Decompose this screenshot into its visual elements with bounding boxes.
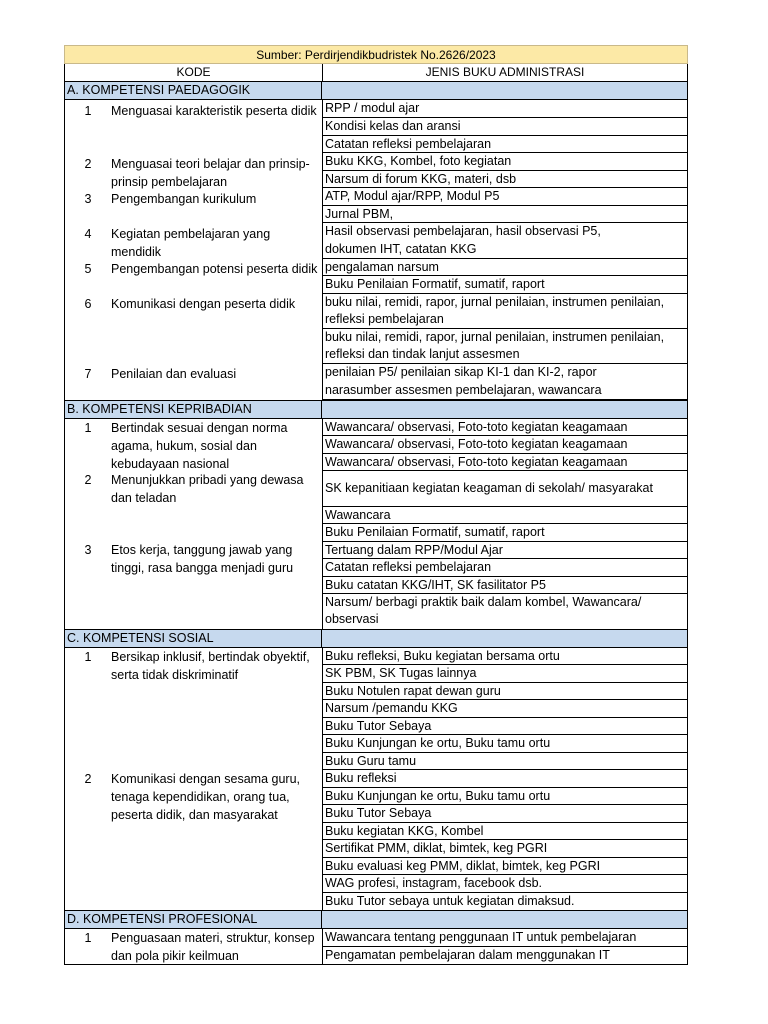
section-a-items xyxy=(65,100,322,400)
section-title: C. KOMPETENSI SOSIAL xyxy=(65,630,322,647)
doc-cell: SK PBM, SK Tugas lainnya xyxy=(323,665,687,683)
doc-cell: Buku Tutor Sebaya xyxy=(323,805,687,823)
doc-cell: Tertuang dalam RPP/Modul Ajar xyxy=(323,542,687,559)
doc-cell: Buku evaluasi keg PMM, diklat, bimtek, keg PGRI xyxy=(323,858,687,875)
doc-cell: Buku Notulen rapat dewan guru xyxy=(323,683,687,700)
doc-cell: RPP / modul ajar xyxy=(323,100,687,118)
section-d-items xyxy=(65,929,322,964)
source-banner: Sumber: Perdirjendikbudristek No.2626/2023 xyxy=(64,45,688,64)
list-item: 4 Kegiatan pembelajaran yang mendidik xyxy=(84,227,271,259)
doc-cell: narasumber assesmen pembelajaran, wawancara xyxy=(323,382,687,400)
list-item: 2 Menguasai teori belajar dan prinsip-prinsip pembelajaran xyxy=(84,157,310,189)
header-code: KODE xyxy=(65,64,323,81)
section-c-body xyxy=(64,648,688,910)
doc-cell: Buku refleksi xyxy=(323,770,687,788)
doc-cell: WAG profesi, instagram, facebook dsb. xyxy=(323,875,687,893)
list-item: 2 Komunikasi dengan sesama guru, tenaga kependidikan, orang tua, peserta didik, dan masyarakat xyxy=(84,772,301,822)
administration-table xyxy=(64,45,688,965)
section-c-header xyxy=(64,630,688,648)
list-item: 1 Penguasaan materi, struktur, konsep dan pola pikir keilmuan xyxy=(84,931,315,963)
doc-cell: Hasil observasi pembelajaran, hasil observasi P5, xyxy=(325,224,601,238)
doc-cell: Wawancara/ observasi, Foto-toto kegiatan keagamaan xyxy=(323,454,687,471)
section-c-docs xyxy=(322,648,687,910)
doc-cell: Sertifikat PMM, diklat, bimtek, keg PGRI xyxy=(323,840,687,858)
doc-cell: Buku Tutor Sebaya xyxy=(323,718,687,735)
doc-cell: SK kepanitiaan kegiatan keagaman di sekolah/ masyarakat xyxy=(323,471,687,507)
header-type: JENIS BUKU ADMINISTRASI xyxy=(425,65,585,79)
doc-cell: Buku catatan KKG/IHT, SK fasilitator P5 xyxy=(323,577,687,594)
section-d-body xyxy=(64,929,688,965)
doc-cell: dokumen IHT, catatan KKG xyxy=(323,241,687,259)
doc-cell: Jurnal PBM, xyxy=(323,206,687,223)
section-b-docs xyxy=(322,419,687,629)
list-item: 1 Menguasai karakteristik peserta didik xyxy=(84,104,317,118)
doc-cell: Narsum/ berbagi praktik baik dalam kombel, Wawancara/ observasi xyxy=(325,595,642,627)
doc-cell: Buku kegiatan KKG, Kombel xyxy=(323,823,687,840)
doc-cell: Wawancara tentang penggunaan IT untuk pembelajaran xyxy=(323,929,687,947)
doc-cell: Kondisi kelas dan aransi xyxy=(323,118,687,136)
doc-cell: pengalaman narsum xyxy=(323,259,687,276)
doc-cell: Wawancara/ observasi, Foto-toto kegiatan keagamaan xyxy=(323,436,687,454)
doc-cell: buku nilai, remidi, rapor, jurnal penilaian, instrumen penilaian, refleksi dan tindak lanjut assesmen xyxy=(323,329,687,364)
doc-cell: Buku Kunjungan ke ortu, Buku tamu ortu xyxy=(323,735,687,753)
doc-cell: Buku refleksi, Buku kegiatan bersama ortu xyxy=(323,648,687,665)
section-a-header xyxy=(64,82,688,100)
doc-cell: Buku Kunjungan ke ortu, Buku tamu ortu xyxy=(323,788,687,805)
section-d-docs xyxy=(322,929,687,964)
list-item: 3 Pengembangan kurikulum xyxy=(84,192,257,206)
list-item: 2 Menunjukkan pribadi yang dewasa dan teladan xyxy=(84,473,304,505)
doc-cell: Buku Penilaian Formatif, sumatif, raport xyxy=(323,276,687,294)
doc-cell: penilaian P5/ penilaian sikap KI-1 dan KI-2, rapor xyxy=(325,365,597,379)
list-item: 1 Bersikap inklusif, bertindak obyektif, serta tidak diskriminatif xyxy=(84,650,310,682)
section-c-items xyxy=(65,648,322,910)
list-item: 3 Etos kerja, tanggung jawab yang tinggi, rasa bangga menjadi guru xyxy=(84,543,294,575)
doc-cell: ATP, Modul ajar/RPP, Modul P5 xyxy=(323,188,687,206)
list-item: 5 Pengembangan potensi peserta didik xyxy=(84,262,318,276)
list-item: 1 Bertindak sesuai dengan norma agama, hukum, sosial dan kebudayaan nasional xyxy=(84,421,288,471)
doc-cell: Pengamatan pembelajaran dalam menggunakan IT xyxy=(325,948,610,962)
doc-cell: Wawancara/ observasi, Foto-toto kegiatan keagamaan xyxy=(323,419,687,436)
section-title: D. KOMPETENSI PROFESIONAL xyxy=(65,911,322,928)
doc-cell: Narsum di forum KKG, materi, dsb xyxy=(323,171,687,188)
doc-cell: Narsum /pemandu KKG xyxy=(323,700,687,718)
section-title: A. KOMPETENSI PAEDAGOGIK xyxy=(65,82,322,99)
doc-cell: Catatan refleksi pembelajaran xyxy=(323,136,687,153)
section-b-body xyxy=(64,419,688,629)
section-a-docs xyxy=(322,100,687,400)
section-a-body xyxy=(64,100,688,400)
list-item: 6 Komunikasi dengan peserta didik xyxy=(84,297,296,311)
section-b-items xyxy=(65,419,322,629)
table-header xyxy=(64,64,688,82)
doc-cell: Wawancara xyxy=(323,507,687,524)
section-d-header xyxy=(64,911,688,929)
doc-cell: Buku Penilaian Formatif, sumatif, raport xyxy=(323,524,687,542)
doc-cell: Buku Guru tamu xyxy=(323,753,687,770)
doc-cell: buku nilai, remidi, rapor, jurnal penilaian, instrumen penilaian, refleksi pembelajaran xyxy=(323,294,687,329)
doc-cell: Catatan refleksi pembelajaran xyxy=(323,559,687,577)
section-b-header xyxy=(64,401,688,419)
list-item: 7 Penilaian dan evaluasi xyxy=(84,367,237,381)
doc-cell: Buku Tutor sebaya untuk kegiatan dimaksud. xyxy=(325,894,575,908)
section-title: B. KOMPETENSI KEPRIBADIAN xyxy=(65,401,322,418)
doc-cell: Buku KKG, Kombel, foto kegiatan xyxy=(323,153,687,171)
